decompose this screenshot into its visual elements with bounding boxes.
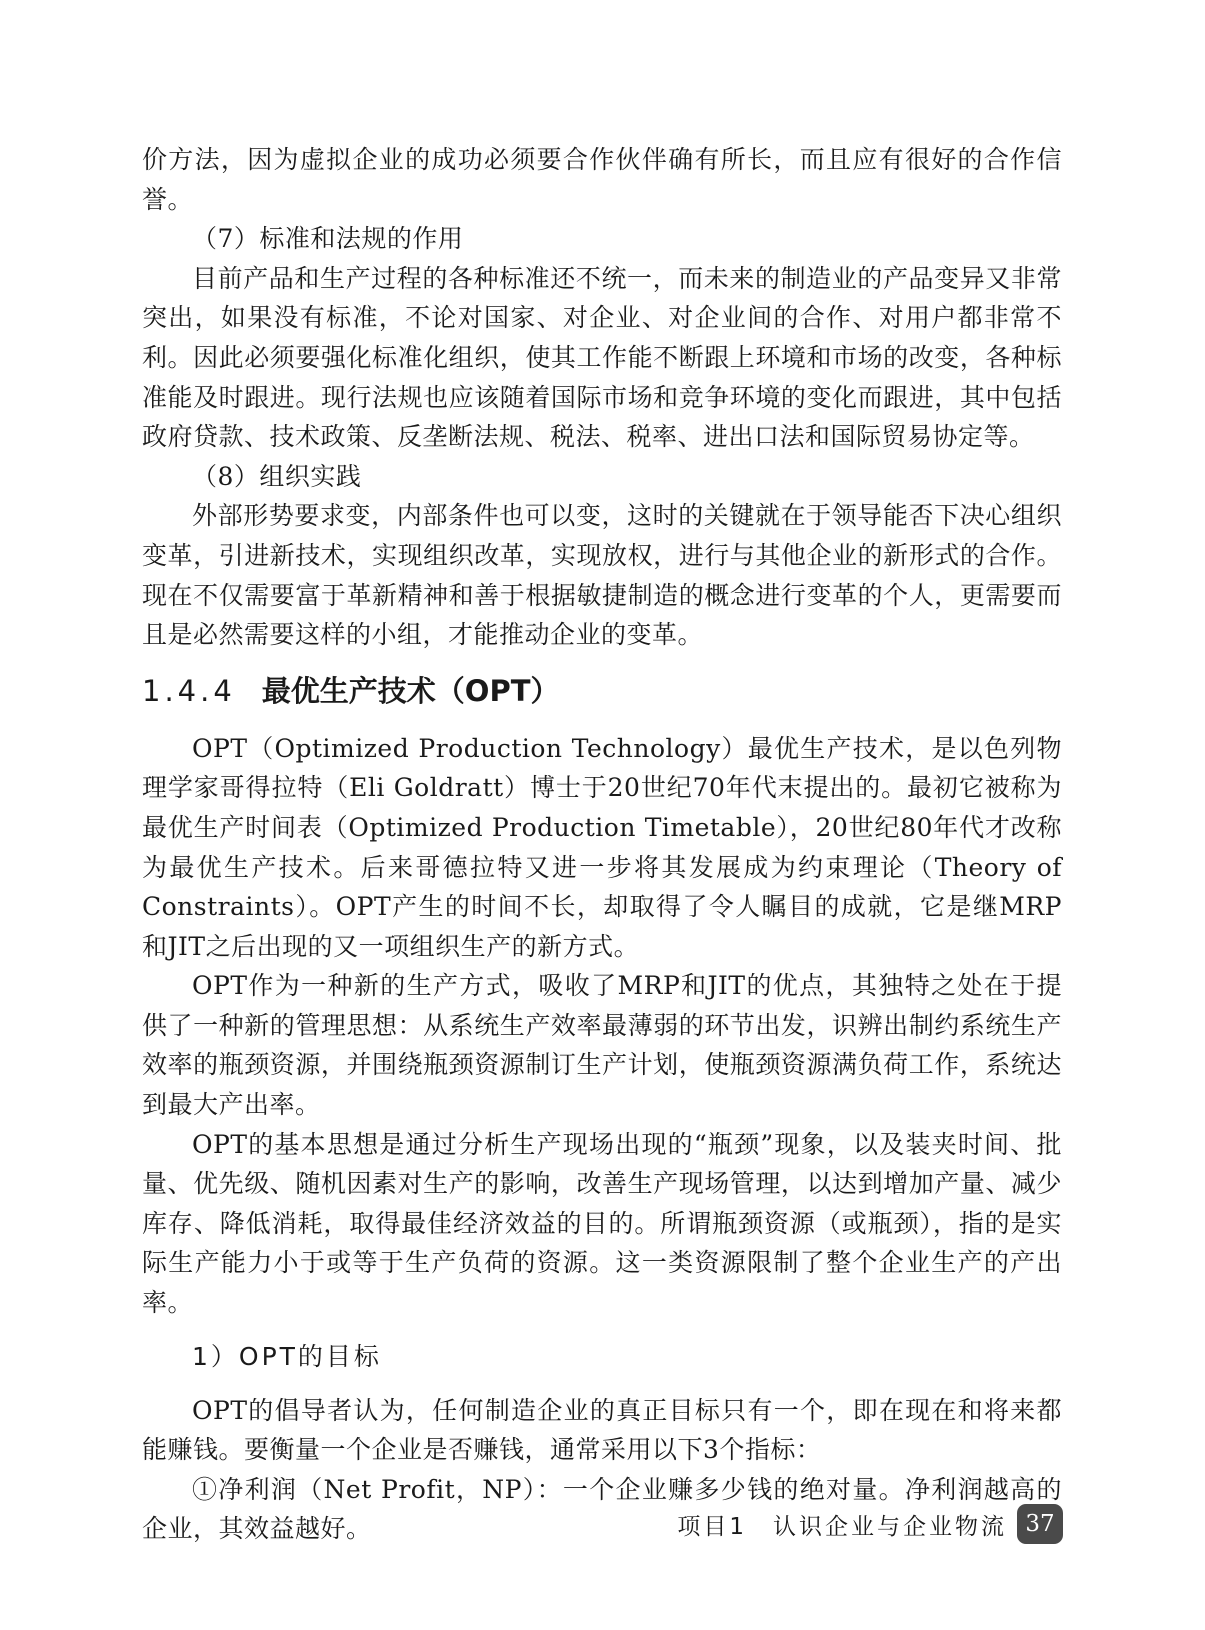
page-number-badge: 37 (1017, 1504, 1063, 1544)
page-content (142, 140, 1062, 1549)
paragraph-opt-intro: OPT（Optimized Production Technology）最优生产技术，是以色列物理学家哥得拉特（Eli Goldratt）博士于20世纪70年代末提出的。最初它被称为最优生产时间表（Optimized Production Timetable），20世纪80年代才改称为最优生产技术。后来哥德拉特又进一步将其发展成为约束理论（Theory of Constraints）。OPT产生的时间不长，却取得了令人瞩目的成就，它是继MRP和JIT之后出现的又一项组织生产的新方式。 (142, 733, 1062, 961)
section-number: 1.4.4 (142, 673, 236, 708)
section-heading (142, 671, 1062, 711)
paragraph-opt-idea: OPT的基本思想是通过分析生产现场出现的“瓶颈”现象，以及装夹时间、批量、优先级、随机因素对生产的影响，改善生产现场管理，以达到增加产量、减少库存、降低消耗，取得最佳经济效益的目的。所谓瓶颈资源（或瓶颈），指的是实际生产能力小于或等于生产负荷的资源。这一类资源限制了整个企业生产的产出率。 (142, 1129, 1062, 1318)
subsection-heading-goal: 1）OPT的目标 (192, 1341, 382, 1371)
section-title: 最优生产技术（OPT） (261, 673, 560, 708)
paragraph-standards: 目前产品和生产过程的各种标准还不统一，而未来的制造业的产品变异又非常突出，如果没有标准，不论对国家、对企业、对企业间的合作、对用户都非常不利。因此必须要强化标准化组织，使其工作能不断跟上环境和市场的改变，各种标准能及时跟进。现行法规也应该随着国际市场和竞争环境的变化而跟进，其中包括政府贷款、技术政策、反垄断法规、税法、税率、进出口法和国际贸易协定等。 (142, 263, 1062, 452)
running-title: 项目1 认识企业与企业物流 (677, 1513, 1007, 1540)
subheading-organization: （8）组织实践 (192, 461, 362, 491)
subheading-standards: （7）标准和法规的作用 (192, 224, 464, 254)
paragraph-opt-method: OPT作为一种新的生产方式，吸收了MRP和JIT的优点，其独特之处在于提供了一种新的管理思想：从系统生产效率最薄弱的环节出发，识辨出制约系统生产效率的瓶颈资源，并围绕瓶颈资源制订生产计划，使瓶颈资源满负荷工作，系统达到最大产出率。 (142, 971, 1062, 1120)
paragraph-goal: OPT的倡导者认为，任何制造企业的真正目标只有一个，即在现在和将来都能赚钱。要衡量一个企业是否赚钱，通常采用以下3个指标： (142, 1395, 1062, 1465)
paragraph-net-profit: ①净利润（Net Profit，NP）：一个企业赚多少钱的绝对量。净利润越高的企业，其效益越好。 (142, 1474, 1062, 1544)
paragraph-continuation: 价方法，因为虚拟企业的成功必须要合作伙伴确有所长，而且应有很好的合作信誉。 (142, 145, 1062, 214)
paragraph-organization: 外部形势要求变，内部条件也可以变，这时的关键就在于领导能否下决心组织变革，引进新技术，实现组织改革，实现放权，进行与其他企业的新形式的合作。现在不仅需要富于革新精神和善于根据敏捷制造的概念进行变革的个人，更需要而且是必然需要这样的小组，才能推动企业的变革。 (142, 501, 1062, 650)
page-footer (677, 1504, 1063, 1544)
